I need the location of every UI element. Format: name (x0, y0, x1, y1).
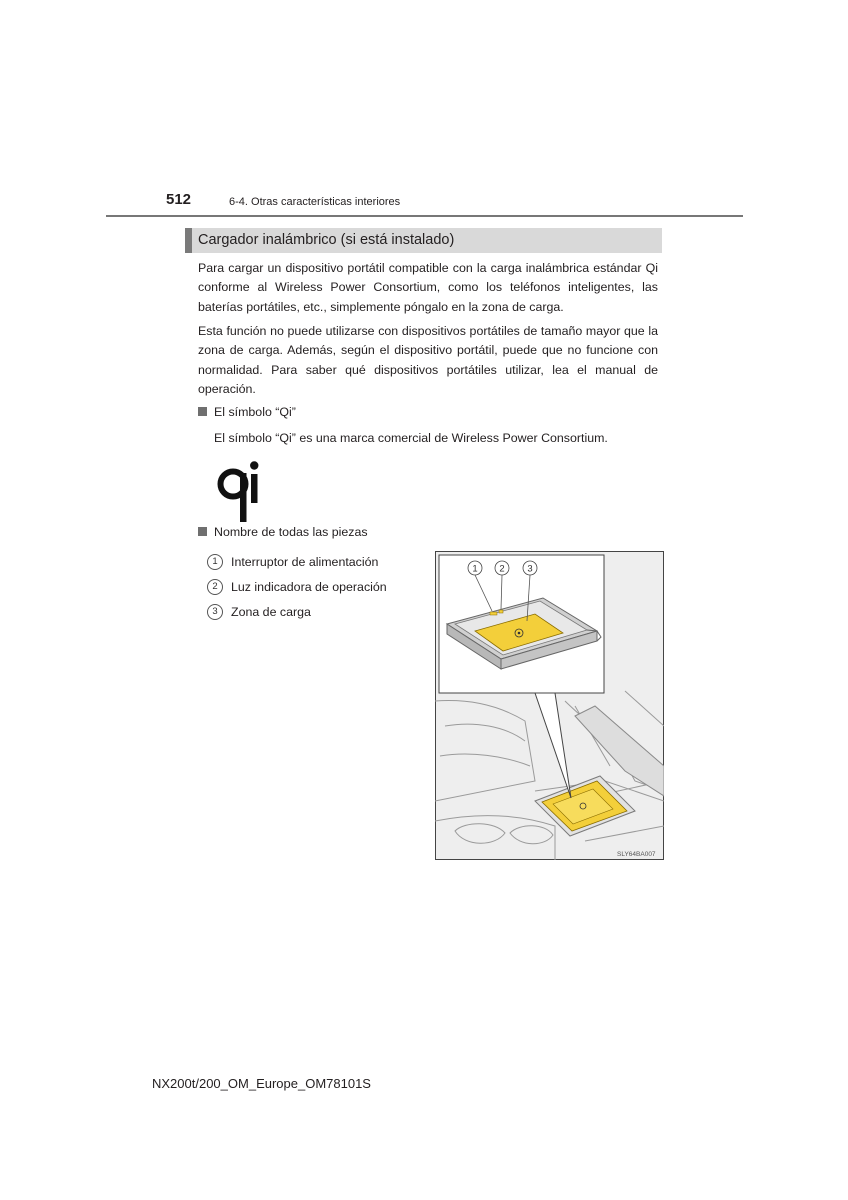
callout-2: 2 (499, 563, 505, 575)
power-switch (490, 612, 497, 615)
number-badge: 3 (207, 604, 223, 620)
qi-symbol-description: El símbolo “Qi” es una marca comercial de Wireless Power Consortium. (214, 431, 608, 445)
bullet-square-icon (198, 407, 207, 416)
number-badge: 1 (207, 554, 223, 570)
section-reference: 6-4. Otras características interiores (229, 196, 401, 208)
part-label: Interruptor de alimentación (231, 554, 379, 569)
qi-logo-icon (216, 459, 264, 523)
bullet-square-icon (198, 527, 207, 536)
header-divider (106, 215, 743, 217)
operation-indicator-light (499, 610, 503, 613)
parts-title: Nombre de todas las piezas (214, 525, 368, 539)
part-label: Luz indicadora de operación (231, 579, 387, 594)
parts-list (207, 549, 387, 624)
section-heading (185, 228, 662, 253)
callout-numbers (468, 561, 537, 575)
callout-3: 3 (527, 563, 533, 575)
qi-symbol-subheading (198, 405, 296, 419)
parts-subheading (198, 525, 368, 539)
limitation-paragraph: Esta función no puede utilizarse con dispositivos portátiles de tamaño mayor que la zona de carga. Además, según el dispositivo portátil, puede que no funcione con normalidad. Para saber qué dispositivos portátiles utilizar, lea el manual de operación. (198, 324, 658, 396)
number-badge: 2 (207, 579, 223, 595)
illustration-code: SLY64BA007 (617, 851, 656, 858)
intro-paragraph: Para cargar un dispositivo portátil compatible con la carga inalámbrica estándar Qi conforme al Wireless Power Consortium, como los teléfonos inteligentes, las baterías portátiles, etc., simplemente póngalo en la zona de carga. (198, 261, 658, 314)
list-item (207, 549, 387, 574)
wireless-charger-illustration (435, 551, 664, 860)
page-number: 512 (166, 191, 192, 208)
qi-symbol-title: El símbolo “Qi” (214, 405, 296, 419)
list-item (207, 574, 387, 599)
list-item (207, 599, 387, 624)
callout-1: 1 (472, 563, 478, 575)
part-label: Zona de carga (231, 604, 311, 619)
footer-doc-id: NX200t/200_OM_Europe_OM78101S (152, 1076, 371, 1091)
section-heading-text: Cargador inalámbrico (si está instalado) (198, 232, 455, 248)
